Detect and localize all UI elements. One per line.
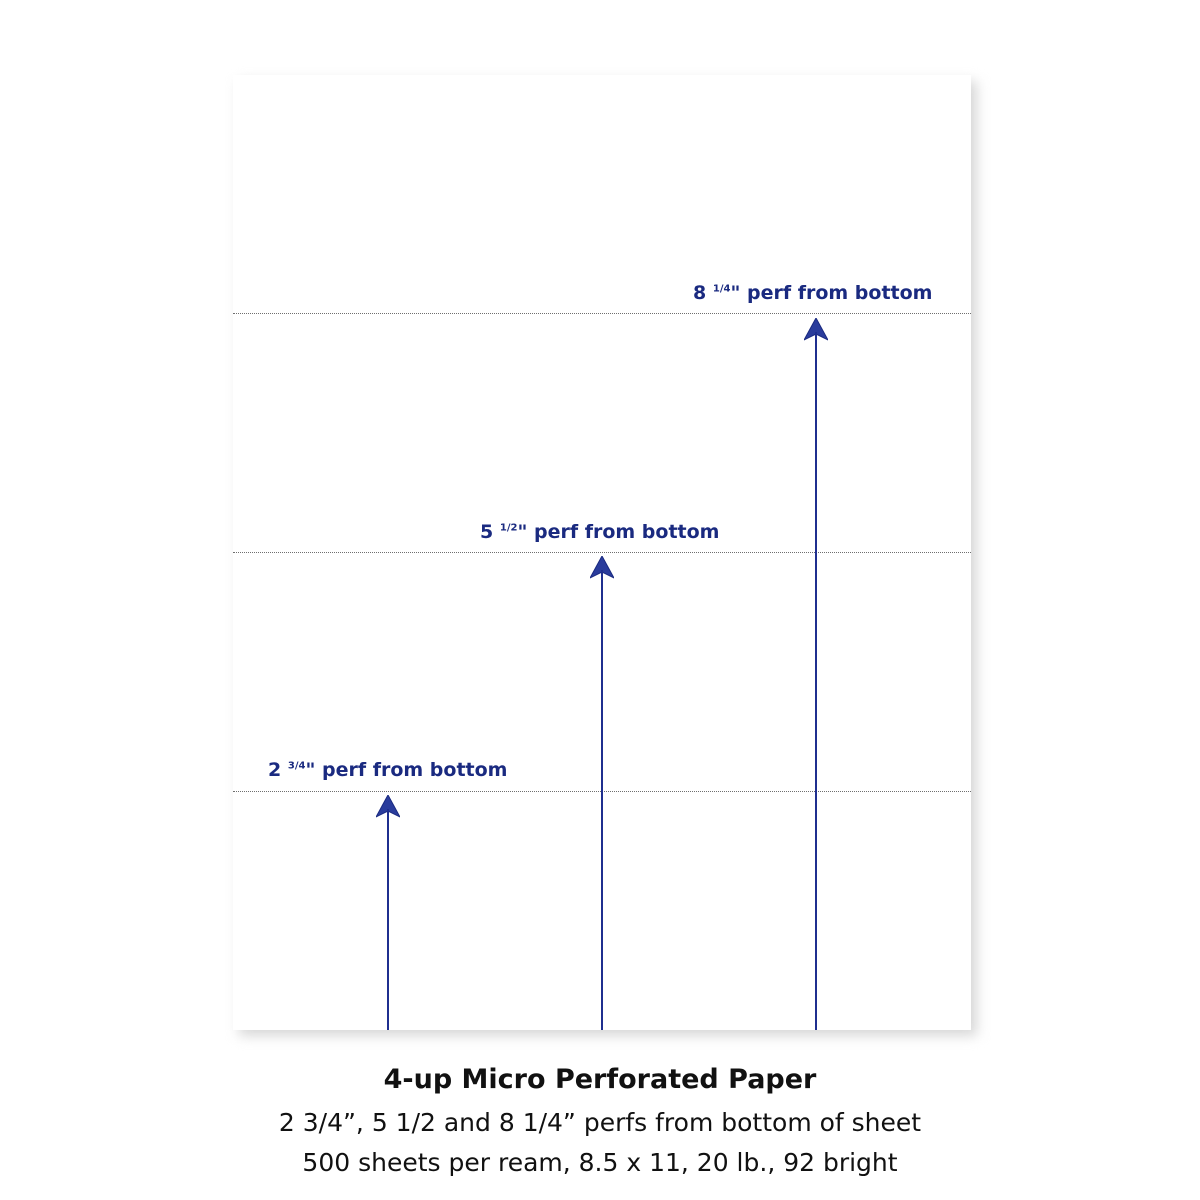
arrow-up-icon	[376, 795, 400, 1030]
perforation-line-5-1-2	[233, 552, 971, 553]
paper-sheet	[233, 75, 971, 1030]
perf-label-5-1-2: 5 $^{1/2}$" perf from bottom	[480, 521, 720, 543]
caption-title: 4-up Micro Perforated Paper	[383, 1064, 817, 1095]
perf-label-8-1-4: 8 $^{1/4}$" perf from bottom	[693, 282, 933, 304]
caption-paper-specs: 500 sheets per ream, 8.5 x 11, 20 lb., 92 bright	[302, 1148, 898, 1177]
perf-label-2-3-4: 2 $^{3/4}$" perf from bottom	[268, 759, 508, 781]
arrow-up-icon	[590, 556, 614, 1030]
perforation-line-8-1-4	[233, 313, 971, 314]
arrow-up-icon	[804, 318, 828, 1030]
caption-perf-details: 2 3/4”, 5 1/2 and 8 1/4” perfs from bottom of sheet	[278, 1108, 922, 1137]
